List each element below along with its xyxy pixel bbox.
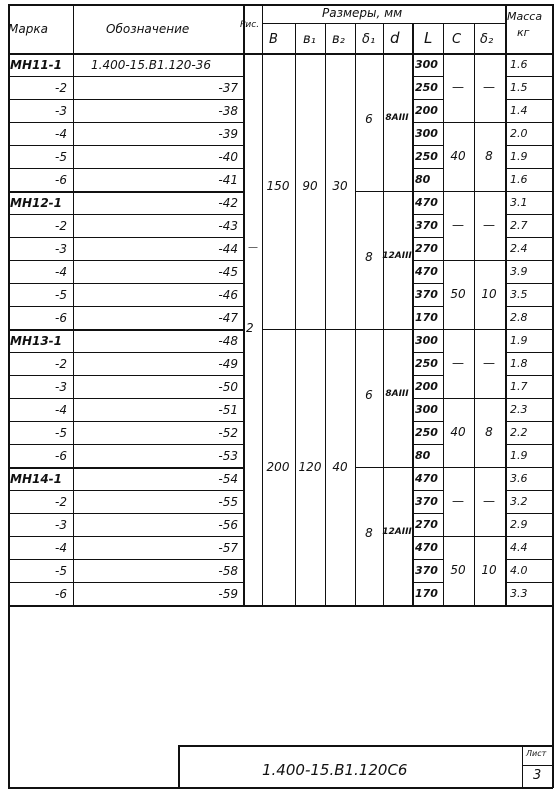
title-sheet-number: 3 xyxy=(533,768,542,783)
C-cell: 40 xyxy=(450,149,466,163)
col-header-C: C xyxy=(452,32,462,47)
grid-line xyxy=(8,536,243,537)
mark-cell: -2 xyxy=(55,357,67,371)
grid-line xyxy=(412,76,443,77)
grid-line xyxy=(412,122,443,123)
mass-cell: 2.0 xyxy=(510,127,528,140)
grid-line xyxy=(505,444,553,445)
designation-cell: 1.400-15.В1.120-36 xyxy=(91,58,211,72)
rebar-cell: 8AIII xyxy=(385,113,409,123)
grid-line xyxy=(505,467,553,468)
C-cell: 50 xyxy=(450,287,466,301)
grid-line xyxy=(8,398,243,399)
grid-line xyxy=(505,122,553,123)
col-header-delta2: δ₂ xyxy=(480,32,494,47)
mass-cell: 1.7 xyxy=(510,380,528,393)
length-cell: 170 xyxy=(415,311,438,324)
grid-line xyxy=(505,260,553,261)
mass-cell: 1.8 xyxy=(510,357,528,370)
designation-cell: -38 xyxy=(218,104,238,118)
rebar-cell: 8AIII xyxy=(385,389,409,399)
mass-cell: 3.6 xyxy=(510,472,528,485)
designation-cell: -41 xyxy=(218,173,238,187)
grid-line xyxy=(355,23,356,605)
grid-line xyxy=(412,237,443,238)
designation-cell: -55 xyxy=(218,495,238,509)
grid-line xyxy=(443,536,505,537)
mark-cell: -3 xyxy=(55,518,67,532)
mark-cell: -4 xyxy=(55,403,67,417)
delta1-cell: 8 xyxy=(365,526,373,540)
grid-line xyxy=(505,306,553,307)
grid-line xyxy=(325,23,326,605)
grid-line xyxy=(412,582,443,583)
mass-cell: 2.8 xyxy=(510,311,528,324)
designation-cell: -58 xyxy=(218,564,238,578)
delta2-cell: 8 xyxy=(485,425,493,439)
grid-line xyxy=(505,99,553,100)
mass-cell: 3.9 xyxy=(510,265,528,278)
C-cell: 40 xyxy=(450,425,466,439)
grid-line xyxy=(505,237,553,238)
mass-cell: 2.9 xyxy=(510,518,528,531)
grid-line xyxy=(8,375,243,376)
grid-line xyxy=(8,490,243,491)
length-cell: 270 xyxy=(415,242,438,255)
designation-cell: -48 xyxy=(218,334,238,348)
grid-line xyxy=(8,99,243,100)
b2-cell: 40 xyxy=(332,460,348,474)
grid-line xyxy=(412,168,443,169)
grid-line xyxy=(505,283,553,284)
grid-line xyxy=(8,260,243,261)
col-header-L: L xyxy=(424,29,433,47)
grid-line xyxy=(443,467,505,468)
header-oboznachenie: Обозначение xyxy=(106,22,190,36)
mark-cell: -5 xyxy=(55,288,67,302)
C-cell: — xyxy=(452,356,464,370)
grid-line xyxy=(8,76,243,77)
grid-line xyxy=(412,329,443,330)
mark-cell: -6 xyxy=(55,311,67,325)
grid-line xyxy=(8,214,243,215)
delta2-cell: 10 xyxy=(481,563,497,577)
length-cell: 200 xyxy=(415,380,438,393)
length-cell: 80 xyxy=(415,173,431,186)
delta2-cell: 10 xyxy=(481,287,497,301)
grid-line xyxy=(412,444,443,445)
length-cell: 470 xyxy=(415,472,438,485)
mass-cell: 1.9 xyxy=(510,334,528,347)
mass-cell: 1.9 xyxy=(510,150,528,163)
grid-line xyxy=(178,745,180,788)
designation-cell: -37 xyxy=(218,81,238,95)
designation-cell: -46 xyxy=(218,288,238,302)
grid-line xyxy=(412,145,443,146)
grid-line xyxy=(505,536,553,537)
mark-cell: -4 xyxy=(55,265,67,279)
C-cell: — xyxy=(452,80,464,94)
col-header-b2: в₂ xyxy=(332,32,345,47)
mark-cell: -2 xyxy=(55,81,67,95)
designation-cell: -57 xyxy=(218,541,238,555)
mass-cell: 2.4 xyxy=(510,242,528,255)
mark-cell: -6 xyxy=(55,449,67,463)
grid-line xyxy=(8,559,243,560)
mass-cell: 1.6 xyxy=(510,173,528,186)
mark-cell: -2 xyxy=(55,495,67,509)
grid-line xyxy=(8,191,243,193)
grid-line xyxy=(8,168,243,169)
designation-cell: -49 xyxy=(218,357,238,371)
mass-cell: 2.3 xyxy=(510,403,528,416)
grid-line xyxy=(505,375,553,376)
grid-line xyxy=(505,582,553,583)
grid-line xyxy=(8,444,243,445)
b1-cell: 90 xyxy=(302,179,318,193)
designation-cell: -44 xyxy=(218,242,238,256)
mass-cell: 3.2 xyxy=(510,495,528,508)
col-header-d: d xyxy=(390,29,400,47)
delta2-cell: 8 xyxy=(485,149,493,163)
grid-line xyxy=(8,53,553,55)
designation-cell: -45 xyxy=(218,265,238,279)
grid-line xyxy=(412,536,443,537)
grid-line xyxy=(412,23,414,605)
header-razmery: Размеры, мм xyxy=(322,6,403,20)
grid-line xyxy=(262,329,355,330)
grid-line xyxy=(505,191,553,192)
rebar-cell: 12AIII xyxy=(382,251,412,261)
mark-cell: -2 xyxy=(55,219,67,233)
grid-line xyxy=(412,375,443,376)
mass-cell: 2.7 xyxy=(510,219,528,232)
grid-line xyxy=(8,4,553,6)
mass-cell: 4.4 xyxy=(510,541,528,554)
mass-cell: 1.6 xyxy=(510,58,528,71)
delta1-cell: 6 xyxy=(365,388,373,402)
grid-line xyxy=(412,352,443,353)
header-massa-unit: кг xyxy=(517,26,530,39)
length-cell: 250 xyxy=(415,81,438,94)
mass-cell: 1.5 xyxy=(510,81,528,94)
grid-line xyxy=(505,168,553,169)
grid-line xyxy=(8,306,243,307)
grid-line xyxy=(8,352,243,353)
mark-cell: -5 xyxy=(55,426,67,440)
grid-line xyxy=(412,214,443,215)
grid-line xyxy=(8,787,553,789)
delta2-cell: — xyxy=(483,218,495,232)
grid-line xyxy=(443,398,505,399)
length-cell: 370 xyxy=(415,564,438,577)
grid-line xyxy=(505,4,507,605)
designation-cell: -42 xyxy=(218,196,238,210)
designation-cell: -59 xyxy=(218,587,238,601)
grid-line xyxy=(8,467,243,469)
mark-cell: -6 xyxy=(55,173,67,187)
grid-line xyxy=(8,237,243,238)
grid-line xyxy=(412,283,443,284)
grid-line xyxy=(505,329,553,330)
grid-line xyxy=(355,329,412,330)
grid-line xyxy=(8,145,243,146)
grid-line xyxy=(412,99,443,100)
length-cell: 250 xyxy=(415,150,438,163)
mass-cell: 2.2 xyxy=(510,426,528,439)
grid-line xyxy=(412,260,443,261)
header-ris: Рис. xyxy=(240,20,260,30)
grid-line xyxy=(412,513,443,514)
grid-line xyxy=(262,4,263,605)
header-marka: Марка xyxy=(8,22,48,36)
designation-cell: -39 xyxy=(218,127,238,141)
mass-cell: 1.4 xyxy=(510,104,528,117)
grid-line xyxy=(443,122,505,123)
grid-line xyxy=(505,421,553,422)
mark-cell: -5 xyxy=(55,564,67,578)
col-header-delta1: δ₁ xyxy=(362,32,376,47)
length-cell: 250 xyxy=(415,357,438,370)
grid-line xyxy=(243,4,245,605)
designation-cell: -40 xyxy=(218,150,238,164)
grid-line xyxy=(412,467,443,468)
mass-cell: 3.1 xyxy=(510,196,528,209)
B-cell: 150 xyxy=(266,179,290,193)
grid-line xyxy=(8,605,553,607)
length-cell: 370 xyxy=(415,495,438,508)
ris-dash: — xyxy=(248,242,258,253)
B-cell: 200 xyxy=(266,460,290,474)
grid-line xyxy=(412,191,443,192)
delta1-cell: 8 xyxy=(365,250,373,264)
length-cell: 370 xyxy=(415,288,438,301)
mark-cell: МН14-1 xyxy=(10,472,63,486)
grid-line xyxy=(443,23,444,605)
designation-cell: -47 xyxy=(218,311,238,325)
delta2-cell: — xyxy=(483,356,495,370)
grid-line xyxy=(8,582,243,583)
grid-line xyxy=(8,329,243,331)
designation-cell: -50 xyxy=(218,380,238,394)
designation-cell: -56 xyxy=(218,518,238,532)
b2-cell: 30 xyxy=(332,179,348,193)
delta2-cell: — xyxy=(483,494,495,508)
grid-line xyxy=(505,145,553,146)
b1-cell: 120 xyxy=(298,460,322,474)
ris-cell: 2 xyxy=(246,321,254,335)
mass-cell: 3.3 xyxy=(510,587,528,600)
designation-cell: -54 xyxy=(218,472,238,486)
grid-line xyxy=(8,513,243,514)
length-cell: 200 xyxy=(415,104,438,117)
title-designation: 1.400-15.В1.120С6 xyxy=(262,761,408,779)
length-cell: 470 xyxy=(415,541,438,554)
length-cell: 250 xyxy=(415,426,438,439)
mark-cell: -3 xyxy=(55,242,67,256)
mark-cell: -6 xyxy=(55,587,67,601)
length-cell: 300 xyxy=(415,403,438,416)
delta2-cell: — xyxy=(483,80,495,94)
length-cell: 270 xyxy=(415,518,438,531)
grid-line xyxy=(355,191,412,192)
grid-line xyxy=(505,490,553,491)
mark-cell: -3 xyxy=(55,104,67,118)
length-cell: 300 xyxy=(415,334,438,347)
C-cell: — xyxy=(452,494,464,508)
grid-line xyxy=(505,559,553,560)
C-cell: — xyxy=(452,218,464,232)
grid-line xyxy=(412,398,443,399)
mark-cell: МН12-1 xyxy=(10,196,63,210)
mark-cell: МН11-1 xyxy=(10,58,63,72)
title-sheet-label: Лист xyxy=(526,749,547,758)
grid-line xyxy=(505,398,553,399)
mark-cell: -5 xyxy=(55,150,67,164)
grid-line xyxy=(412,559,443,560)
length-cell: 470 xyxy=(415,196,438,209)
grid-line xyxy=(8,421,243,422)
grid-line xyxy=(412,306,443,307)
grid-line xyxy=(178,745,553,747)
mark-cell: -3 xyxy=(55,380,67,394)
mass-cell: 1.9 xyxy=(510,449,528,462)
length-cell: 300 xyxy=(415,58,438,71)
grid-line xyxy=(505,513,553,514)
delta1-cell: 6 xyxy=(365,112,373,126)
mass-cell: 4.0 xyxy=(510,564,528,577)
grid-line xyxy=(443,329,505,330)
mark-cell: -4 xyxy=(55,541,67,555)
length-cell: 300 xyxy=(415,127,438,140)
C-cell: 50 xyxy=(450,563,466,577)
grid-line xyxy=(505,352,553,353)
grid-line xyxy=(505,76,553,77)
grid-line xyxy=(412,490,443,491)
grid-line xyxy=(522,765,553,766)
grid-line xyxy=(8,283,243,284)
designation-cell: -51 xyxy=(218,403,238,417)
designation-cell: -52 xyxy=(218,426,238,440)
mass-cell: 3.5 xyxy=(510,288,528,301)
grid-line xyxy=(8,122,243,123)
grid-line xyxy=(443,191,505,192)
grid-line xyxy=(522,745,523,788)
length-cell: 370 xyxy=(415,219,438,232)
designation-cell: -53 xyxy=(218,449,238,463)
grid-line xyxy=(505,214,553,215)
col-header-b1: в₁ xyxy=(303,32,316,47)
grid-line xyxy=(474,23,475,605)
grid-line xyxy=(295,23,296,605)
designation-cell: -43 xyxy=(218,219,238,233)
header-massa: Масса xyxy=(507,10,543,23)
grid-line xyxy=(412,421,443,422)
rebar-cell: 12AIII xyxy=(382,527,412,537)
mark-cell: -4 xyxy=(55,127,67,141)
grid-line xyxy=(355,467,412,468)
grid-line xyxy=(443,260,505,261)
mark-cell: МН13-1 xyxy=(10,334,63,348)
grid-line xyxy=(73,4,74,605)
col-header-B: В xyxy=(269,32,278,47)
length-cell: 470 xyxy=(415,265,438,278)
length-cell: 170 xyxy=(415,587,438,600)
length-cell: 80 xyxy=(415,449,431,462)
grid-line xyxy=(383,23,384,605)
